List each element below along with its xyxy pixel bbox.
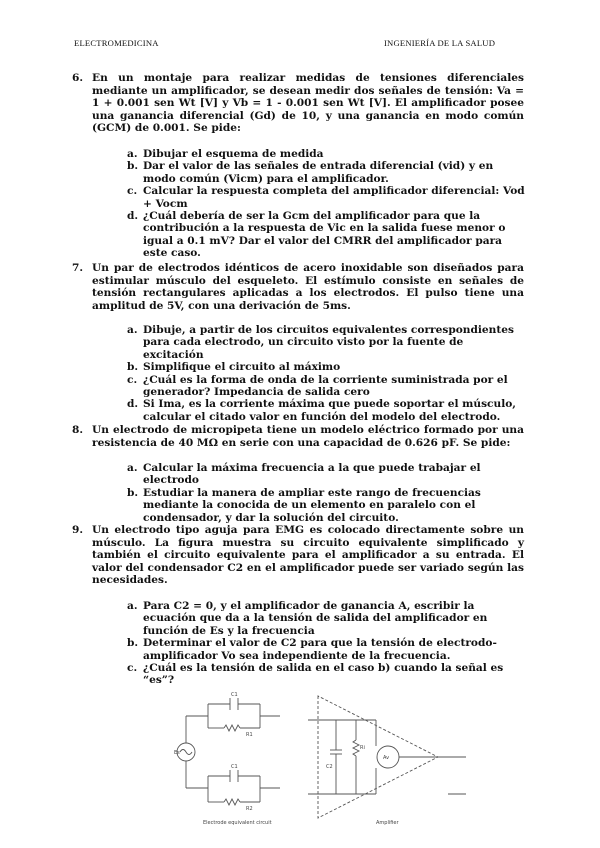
question-number: 7. xyxy=(72,262,84,274)
label-ri: Ri xyxy=(360,745,365,751)
question-number: 6. xyxy=(72,72,84,84)
list-item: b. Determinar el valor de C2 para que la tensión de electrodo-amplificador Vo sea independiente de la frecuencia. xyxy=(127,637,497,662)
left-caption: Electrode equivalent circuit xyxy=(203,820,272,826)
label-r1: R1 xyxy=(246,732,253,738)
list-item: a. Para C2 = 0, y el amplificador de ganancia A, escribir la ecuación que da a la tensión de salida del amplificador en función de Es y la frecuencia xyxy=(127,600,488,637)
list-item: c. Calcular la respuesta completa del amplificador diferencial: Vod + Vocm xyxy=(127,185,525,210)
list-item: c. ¿Cuál es la forma de onda de la corriente suministrada por el generador? Impedancia de salida cero xyxy=(127,373,508,399)
label-c1-lower: C1 xyxy=(231,764,238,770)
question-6 xyxy=(72,72,524,135)
list-item: b. Dar el valor de las señales de entrada diferencial (vid) y en modo común (Vicm) para el amplificador. xyxy=(127,160,494,185)
label-av: Av xyxy=(383,755,390,761)
question-number: 9. xyxy=(72,524,84,536)
question-number: 8. xyxy=(72,424,84,436)
question-8 xyxy=(72,424,524,449)
question-text: En un montaje para realizar medidas de tensiones diferenciales mediante un amplificador, se desean medir dos señales de tensión: Va = 1 + 0.001 sen Wt [V] y Vb = 1 - 0.001 sen Wt [V]. El amplificador posee una ganancia diferencial (Gd) de 10, y una ganancia en modo común (GCM) de 0.001. Se pide: xyxy=(92,72,524,135)
question-7-items xyxy=(127,324,525,423)
question-text: Un par de electrodos idénticos de acero inoxidable son diseñados para estimular músculo del esqueleto. El estímulo consiste en señales de tensión rectangulares aplicadas a los electrodos. El pulso tiene una amplitud de 5V, con una derivación de 5ms. xyxy=(92,262,524,312)
list-item: b. Simplifique el circuito al máximo xyxy=(127,361,341,374)
question-9 xyxy=(72,524,524,587)
label-c2: C2 xyxy=(326,764,333,770)
header-left: ELECTROMEDICINA xyxy=(74,38,159,48)
question-6-items xyxy=(127,148,525,260)
list-item: c. ¿Cuál es la tensión de salida en el caso b) cuando la señal es “es”? xyxy=(127,662,504,687)
label-c1: C1 xyxy=(231,692,238,698)
circuit-figure xyxy=(148,690,518,826)
question-text: Un electrodo de micropipeta tiene un modelo eléctrico formado por una resistencia de 40 MΩ en serie con una capacidad de 0.626 pF. Se pide: xyxy=(92,424,524,449)
list-item: d. Si Ima, es la corriente máxima que puede soportar el músculo, calcular el citado valor en función del modelo del electrodo. xyxy=(127,398,516,423)
list-item: a. Calcular la máxima frecuencia a la que puede trabajar el electrodo xyxy=(127,462,481,487)
question-text: Un electrodo tipo aguja para EMG es colocado directamente sobre un músculo. La figura muestra su circuito equivalente simplificado y también el circuito equivalente para el amplificador a su entrada. El valor del condensador C2 en el amplificador puede ser variado según las necesidades. xyxy=(92,524,524,587)
electrode-equivalent-circuit xyxy=(177,698,280,805)
label-r2: R2 xyxy=(246,806,253,812)
label-es: Es xyxy=(174,750,180,756)
header-right: INGENIERÍA DE LA SALUD xyxy=(384,38,496,48)
question-7 xyxy=(72,262,524,312)
question-9-items xyxy=(127,600,525,687)
list-item: a. Dibujar el esquema de medida xyxy=(127,148,324,160)
list-item: d. ¿Cuál debería de ser la Gcm del amplificador para que la contribución a la respuesta de Vic en la salida fuese menor o igual a 0.1 mV? Dar el valor del CMRR del amplificador para este caso. xyxy=(127,210,506,260)
question-8-items xyxy=(127,462,525,524)
list-item: a. Dibuje, a partir de los circuitos equivalentes correspondientes para cada electrodo, un circuito visto por la fuente de excitación xyxy=(127,324,514,361)
list-item: b. Estudiar la manera de ampliar este rango de frecuencias mediante la conocida de un elemento en paralelo con el condensador, y dar la solución del circuito. xyxy=(127,486,481,524)
right-caption: Amplifier xyxy=(376,820,399,826)
